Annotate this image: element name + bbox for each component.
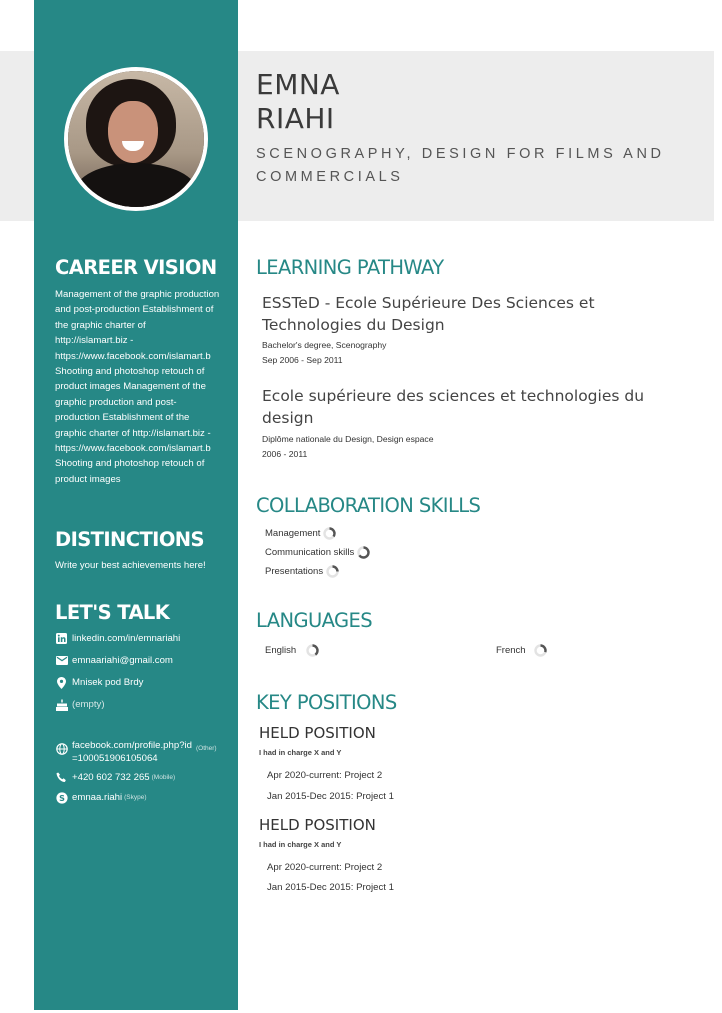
contact-location: [55, 676, 143, 689]
contact-birthday: [55, 698, 105, 711]
linkedin-text: linkedin.com/in/emnariahi: [72, 633, 181, 644]
language-english: [265, 644, 319, 657]
person-name: [256, 68, 340, 136]
edu-degree: Bachelor's degree, Scenography: [262, 340, 387, 350]
learning-pathway-title: LEARNING PATHWAY: [256, 256, 444, 279]
position-subtitle: I had in charge X and Y: [259, 748, 342, 757]
collaboration-skills-title: COLLABORATION SKILLS: [256, 494, 481, 517]
distinctions-text: Write your best achievements here!: [55, 560, 206, 571]
position-project: Apr 2020-current: Project 2: [267, 770, 383, 781]
linkedin-icon: [55, 632, 68, 645]
skill-label: Communication skills: [265, 547, 355, 558]
skill-communication: [265, 546, 370, 559]
website-tag: (Other): [196, 745, 217, 752]
distinctions-title: DISTINCTIONS: [55, 528, 204, 551]
position-project: Jan 2015-Dec 2015: Project 1: [267, 791, 394, 802]
career-vision-title: CAREER VISION: [55, 256, 217, 279]
location-pin-icon: [55, 676, 68, 689]
edu-school: Ecole supérieure des sciences et technologies du design: [262, 387, 645, 427]
position-project: Apr 2020-current: Project 2: [267, 862, 383, 873]
phone-text: +420 602 732 265: [72, 772, 150, 783]
person-subtitle: SCENOGRAPHY, DESIGN FOR FILMS AND COMMERCIALS: [256, 146, 665, 185]
lets-talk-title: LET'S TALK: [55, 601, 170, 624]
globe-icon: [55, 742, 68, 755]
position-title: HELD POSITION: [259, 816, 376, 834]
avatar: [64, 67, 208, 211]
language-level-ring: [306, 644, 319, 657]
cake-icon: [55, 698, 68, 711]
skill-management: [265, 527, 336, 540]
contact-phone[interactable]: [55, 771, 175, 784]
language-french: [496, 644, 547, 657]
svg-text:S: S: [58, 793, 65, 803]
edu-school: ESSTeD - Ecole Supérieure Des Sciences et Technologies du Design: [262, 294, 595, 334]
contact-skype[interactable]: [55, 791, 147, 804]
skill-level-ring: [323, 527, 336, 540]
mail-icon: [55, 654, 68, 667]
language-label: French: [496, 645, 526, 656]
website-text: facebook.com/profile.php?id=100051906105064: [72, 740, 192, 764]
edu-degree: Diplôme nationale du Design, Design espace: [262, 434, 434, 444]
position-project: Jan 2015-Dec 2015: Project 1: [267, 882, 394, 893]
contact-email[interactable]: [55, 654, 173, 667]
key-positions-title: KEY POSITIONS: [256, 691, 397, 714]
last-name: RIAHI: [256, 102, 335, 135]
skype-tag: (Skype): [124, 794, 147, 801]
location-text: Mnisek pod Brdy: [72, 677, 144, 688]
phone-icon: [55, 771, 68, 784]
edu-dates: 2006 - 2011: [262, 449, 308, 459]
language-label: English: [265, 645, 297, 656]
skill-presentations: [265, 565, 339, 578]
edu-dates: Sep 2006 - Sep 2011: [262, 355, 343, 365]
birthday-text: (empty): [72, 699, 105, 710]
skill-label: Management: [265, 528, 321, 539]
career-vision-text: Management of the graphic production and post-production Establishment of the graphic charter of http://islamart.biz - https://www.facebook.com/islamart.b Shooting and photoshop retouch of product images Management of the graphic production and post-production Establishment of the graphic charter of http://islamart.biz - https://www.facebook.com/islamart.b Shooting and photoshop retouch of product images: [55, 289, 220, 485]
email-text: emnaariahi@gmail.com: [72, 655, 173, 666]
contact-website[interactable]: [55, 739, 223, 765]
languages-title: LANGUAGES: [256, 609, 373, 632]
profile-photo: [68, 71, 204, 207]
position-subtitle: I had in charge X and Y: [259, 840, 342, 849]
contact-linkedin[interactable]: [55, 632, 180, 645]
first-name: EMNA: [256, 68, 340, 101]
language-level-ring: [534, 644, 547, 657]
position-title: HELD POSITION: [259, 724, 376, 742]
skill-level-ring: [326, 565, 339, 578]
skill-label: Presentations: [265, 566, 324, 577]
skill-level-ring: [357, 546, 370, 559]
skype-icon: [55, 791, 68, 804]
skype-text: emnaa.riahi: [72, 792, 123, 803]
phone-tag: (Mobile): [151, 774, 176, 781]
